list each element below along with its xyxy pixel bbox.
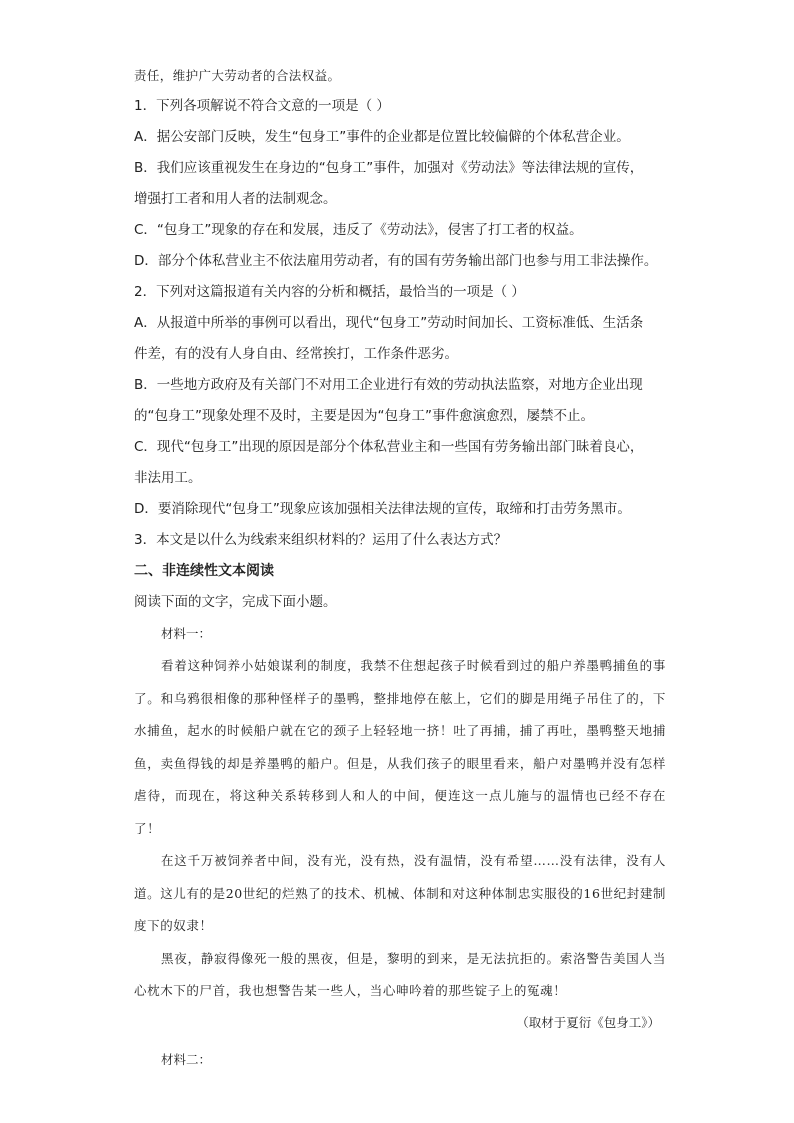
q2-option-d: D．要消除现代“包身工”现象应该加强相关法律法规的宣传，取缔和打击劳务黑市。 [134, 501, 631, 517]
section-heading: 二、非连续性文本阅读 [134, 563, 274, 579]
q1-option-a: A．据公安部门反映，发生“包身工”事件的企业都是位置比较偏僻的个体私营企业。 [134, 129, 630, 145]
q2-option-a: A．从报道中所举的事例可以看出，现代“包身工”劳动时间加长、工资标准低、生活条 [134, 315, 644, 331]
text-line: 责任，维护广大劳动者的合法权益。 [134, 68, 341, 83]
q2-option-b-cont: 的“包身工”现象处理不及时，主要是因为“包身工”事件愈演愈烈，屡禁不止。 [134, 408, 594, 424]
material-1-paragraph-1: 看着这种饲养小姑娘谋利的制度，我禁不住想起孩子时候看到过的船户养墨鸭捕鱼的事了。和乌鸦很相像的那种怪样子的墨鸭，整排地停在舷上，它们的脚是用绳子吊住了的，下水捕鱼，起水的时候船户就在它的颈子上轻轻地一挤！吐了再捕，捕了再吐，墨鸭整天地捕鱼，卖鱼得钱的却是养墨鸭的船户。但是，从我们孩子的眼里看来，船户对墨鸭并没有怎样虐待，而现在，将这种关系转移到人和人的中间，便连这一点儿施与的温情也已经不存在了！ [134, 658, 666, 836]
material-1-paragraph-3: 黑夜，静寂得像死一般的黑夜，但是，黎明的到来，是无法抗拒的。索洛警告美国人当心枕木下的尸首，我也想警告某一些人，当心呻吟着的那些锭子上的冤魂！ [134, 950, 666, 998]
q1-option-b: B．我们应该重视发生在身边的“包身工”事件，加强对《劳动法》等法律法规的宣传， [134, 160, 644, 176]
q2-option-c: C．现代“包身工”出现的原因是部分个体私营业主和一些国有劳务输出部门昧着良心， [134, 439, 644, 455]
material-1-source: （取材于夏衍《包身工》） [516, 1014, 660, 1030]
q2-option-b: B．一些地方政府及有关部门不对用工企业进行有效的劳动执法监察，对地方企业出现 [134, 377, 643, 393]
material-1-paragraph-2: 在这千万被饲养者中间，没有光，没有热，没有温情，没有希望……没有法律，没有人道。这儿有的是20世纪的烂熟了的技术、机械、体制和对这种体制忠实服役的16世纪封建制度下的奴隶！ [134, 853, 667, 933]
instruction: 阅读下面的文字，完成下面小题。 [134, 594, 337, 610]
material-1-label: 材料一： [161, 626, 212, 641]
question-1: 1．下列各项解说不符合文意的一项是（ ） [134, 98, 390, 114]
q1-option-d: D．部分个体私营业主不依法雇用劳动者，有的国有劳务输出部门也参与用工非法操作。 [134, 253, 658, 269]
q2-option-c-cont: 非法用工。 [134, 470, 202, 486]
q1-option-c: C．“包身工”现象的存在和发展，违反了《劳动法》，侵害了打工者的权益。 [134, 222, 583, 238]
q2-option-a-cont: 件差，有的没有人身自由、经常挨打，工作条件恶劣。 [134, 346, 458, 362]
question-3: 3．本文是以什么为线索来组织材料的？运用了什么表达方式？ [134, 532, 508, 548]
question-2: 2．下列对这篇报道有关内容的分析和概括，最恰当的一项是（ ） [134, 284, 525, 300]
material-2-label: 材料二： [161, 1051, 212, 1067]
q1-option-b-cont: 增强打工者和用人者的法制观念。 [134, 191, 337, 207]
